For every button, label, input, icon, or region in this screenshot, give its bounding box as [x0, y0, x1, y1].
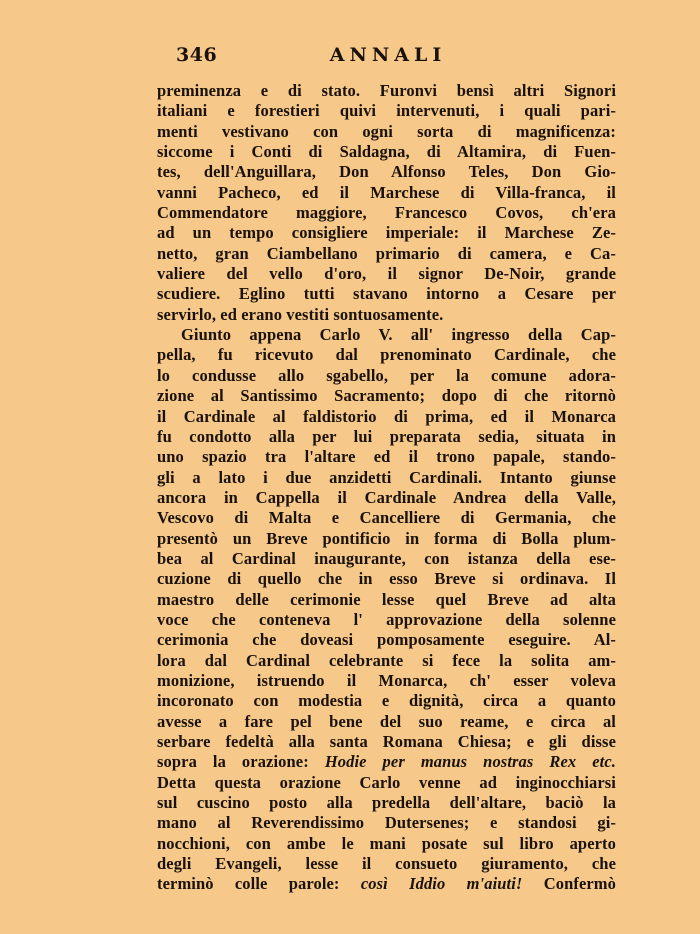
text-line: ad un tempo consigliere imperiale: il Marchese Ze-: [157, 223, 616, 243]
text-line: tes, dell'Anguillara, Don Alfonso Teles, Don Gio-: [157, 162, 616, 182]
text-line: siccome i Conti di Saldagna, di Altamira, di Fuen-: [157, 142, 616, 162]
running-head: ANNALI: [329, 44, 447, 66]
text-line: gli a lato i due anzidetti Cardinali. Intanto giunse: [157, 467, 616, 487]
text-line: [157, 874, 616, 894]
text-line: pella, fu ricevuto dal prenominato Cardinale, che: [157, 345, 616, 365]
text-line: zione al Santissimo Sacramento; dopo di che ritornò: [157, 386, 616, 406]
text-line: voce che conteneva l' approvazione della solenne: [157, 609, 616, 629]
text-line: cuzione di quello che in esso Breve si ordinava. Il: [157, 569, 616, 589]
text-line: fu condotto alla per lui preparata sedia, situata in: [157, 426, 616, 446]
text-line: uno spazio tra l'altare ed il trono papale, stando-: [157, 447, 616, 467]
text-line: sul cuscino posto alla predella dell'altare, baciò la: [157, 793, 616, 813]
latin-quote: Hodie per manus nostras Rex etc.: [324, 752, 616, 772]
text-segment: Confermò: [543, 874, 616, 894]
text-line: vanni Pacheco, ed il Marchese di Villa-franca, il: [157, 182, 616, 202]
text-line: monizione, istruendo il Monarca, ch' esser voleva: [157, 670, 616, 690]
text-line: il Cardinale al faldistorio di prima, ed il Monarca: [157, 406, 616, 426]
text-line: avesse a fare pel bene del suo reame, e circa al: [157, 711, 616, 731]
text-line: serbare fedeltà alla santa Romana Chiesa; e gli disse: [157, 732, 616, 751]
page-header: [160, 44, 616, 74]
text-line: cerimonia che doveasi pomposamente eseguire. Al-: [157, 630, 616, 650]
text-line: italiani e forestieri quivi intervenuti, i quali pari-: [157, 101, 616, 121]
text-line: mano al Reverendissimo Dutersenes; e standosi gi-: [157, 813, 616, 833]
text-line: Vescovo di Malta e Cancelliere di Germania, che: [157, 508, 616, 528]
body-text: [157, 81, 616, 895]
text-line: nocchioni, con ambe le mani posate sul libro aperto: [157, 833, 616, 853]
text-line: netto, gran Ciambellano primario di camera, e Ca-: [157, 243, 616, 263]
text-line: servirlo, ed erano vestiti sontuosamente.: [157, 304, 444, 324]
text-line: [157, 752, 616, 772]
text-line: preminenza e di stato. Furonvi bensì altri Signori: [157, 81, 616, 100]
text-line: lo condusse allo sgabello, per la comune adora-: [157, 365, 616, 385]
text-line: maestro delle cerimonie lesse quel Breve ad alta: [157, 589, 616, 609]
text-line: Giunto appena Carlo V. all' ingresso della Cap-: [181, 325, 616, 345]
text-line: lora dal Cardinal celebrante si fece la solita am-: [157, 650, 616, 670]
page-number: 346: [176, 44, 218, 66]
text-line: ancora in Cappella il Cardinale Andrea della Valle,: [157, 487, 616, 507]
text-line: scudiere. Eglino tutti stavano intorno a Cesare per: [157, 284, 616, 304]
text-line: incoronato con modestia e dignità, circa a quanto: [157, 691, 616, 711]
oath-quote: così Iddio m'aiuti!: [360, 874, 523, 894]
text-line: menti vestivano con ogni sorta di magnificenza:: [157, 121, 616, 141]
text-segment: sopra la orazione:: [157, 752, 309, 772]
text-line: valiere del vello d'oro, il signor De-Noir, grande: [157, 264, 616, 284]
text-line: Detta questa orazione Carlo venne ad inginocchiarsi: [157, 772, 616, 792]
text-line: Commendatore maggiore, Francesco Covos, ch'era: [157, 203, 616, 223]
text-line: presentò un Breve pontificio in forma di Bolla plum-: [157, 528, 616, 548]
text-line: bea al Cardinal inaugurante, con istanza della ese-: [157, 548, 616, 568]
text-segment: terminò colle parole:: [157, 874, 340, 894]
text-line: degli Evangeli, lesse il consueto giuramento, che: [157, 854, 616, 874]
